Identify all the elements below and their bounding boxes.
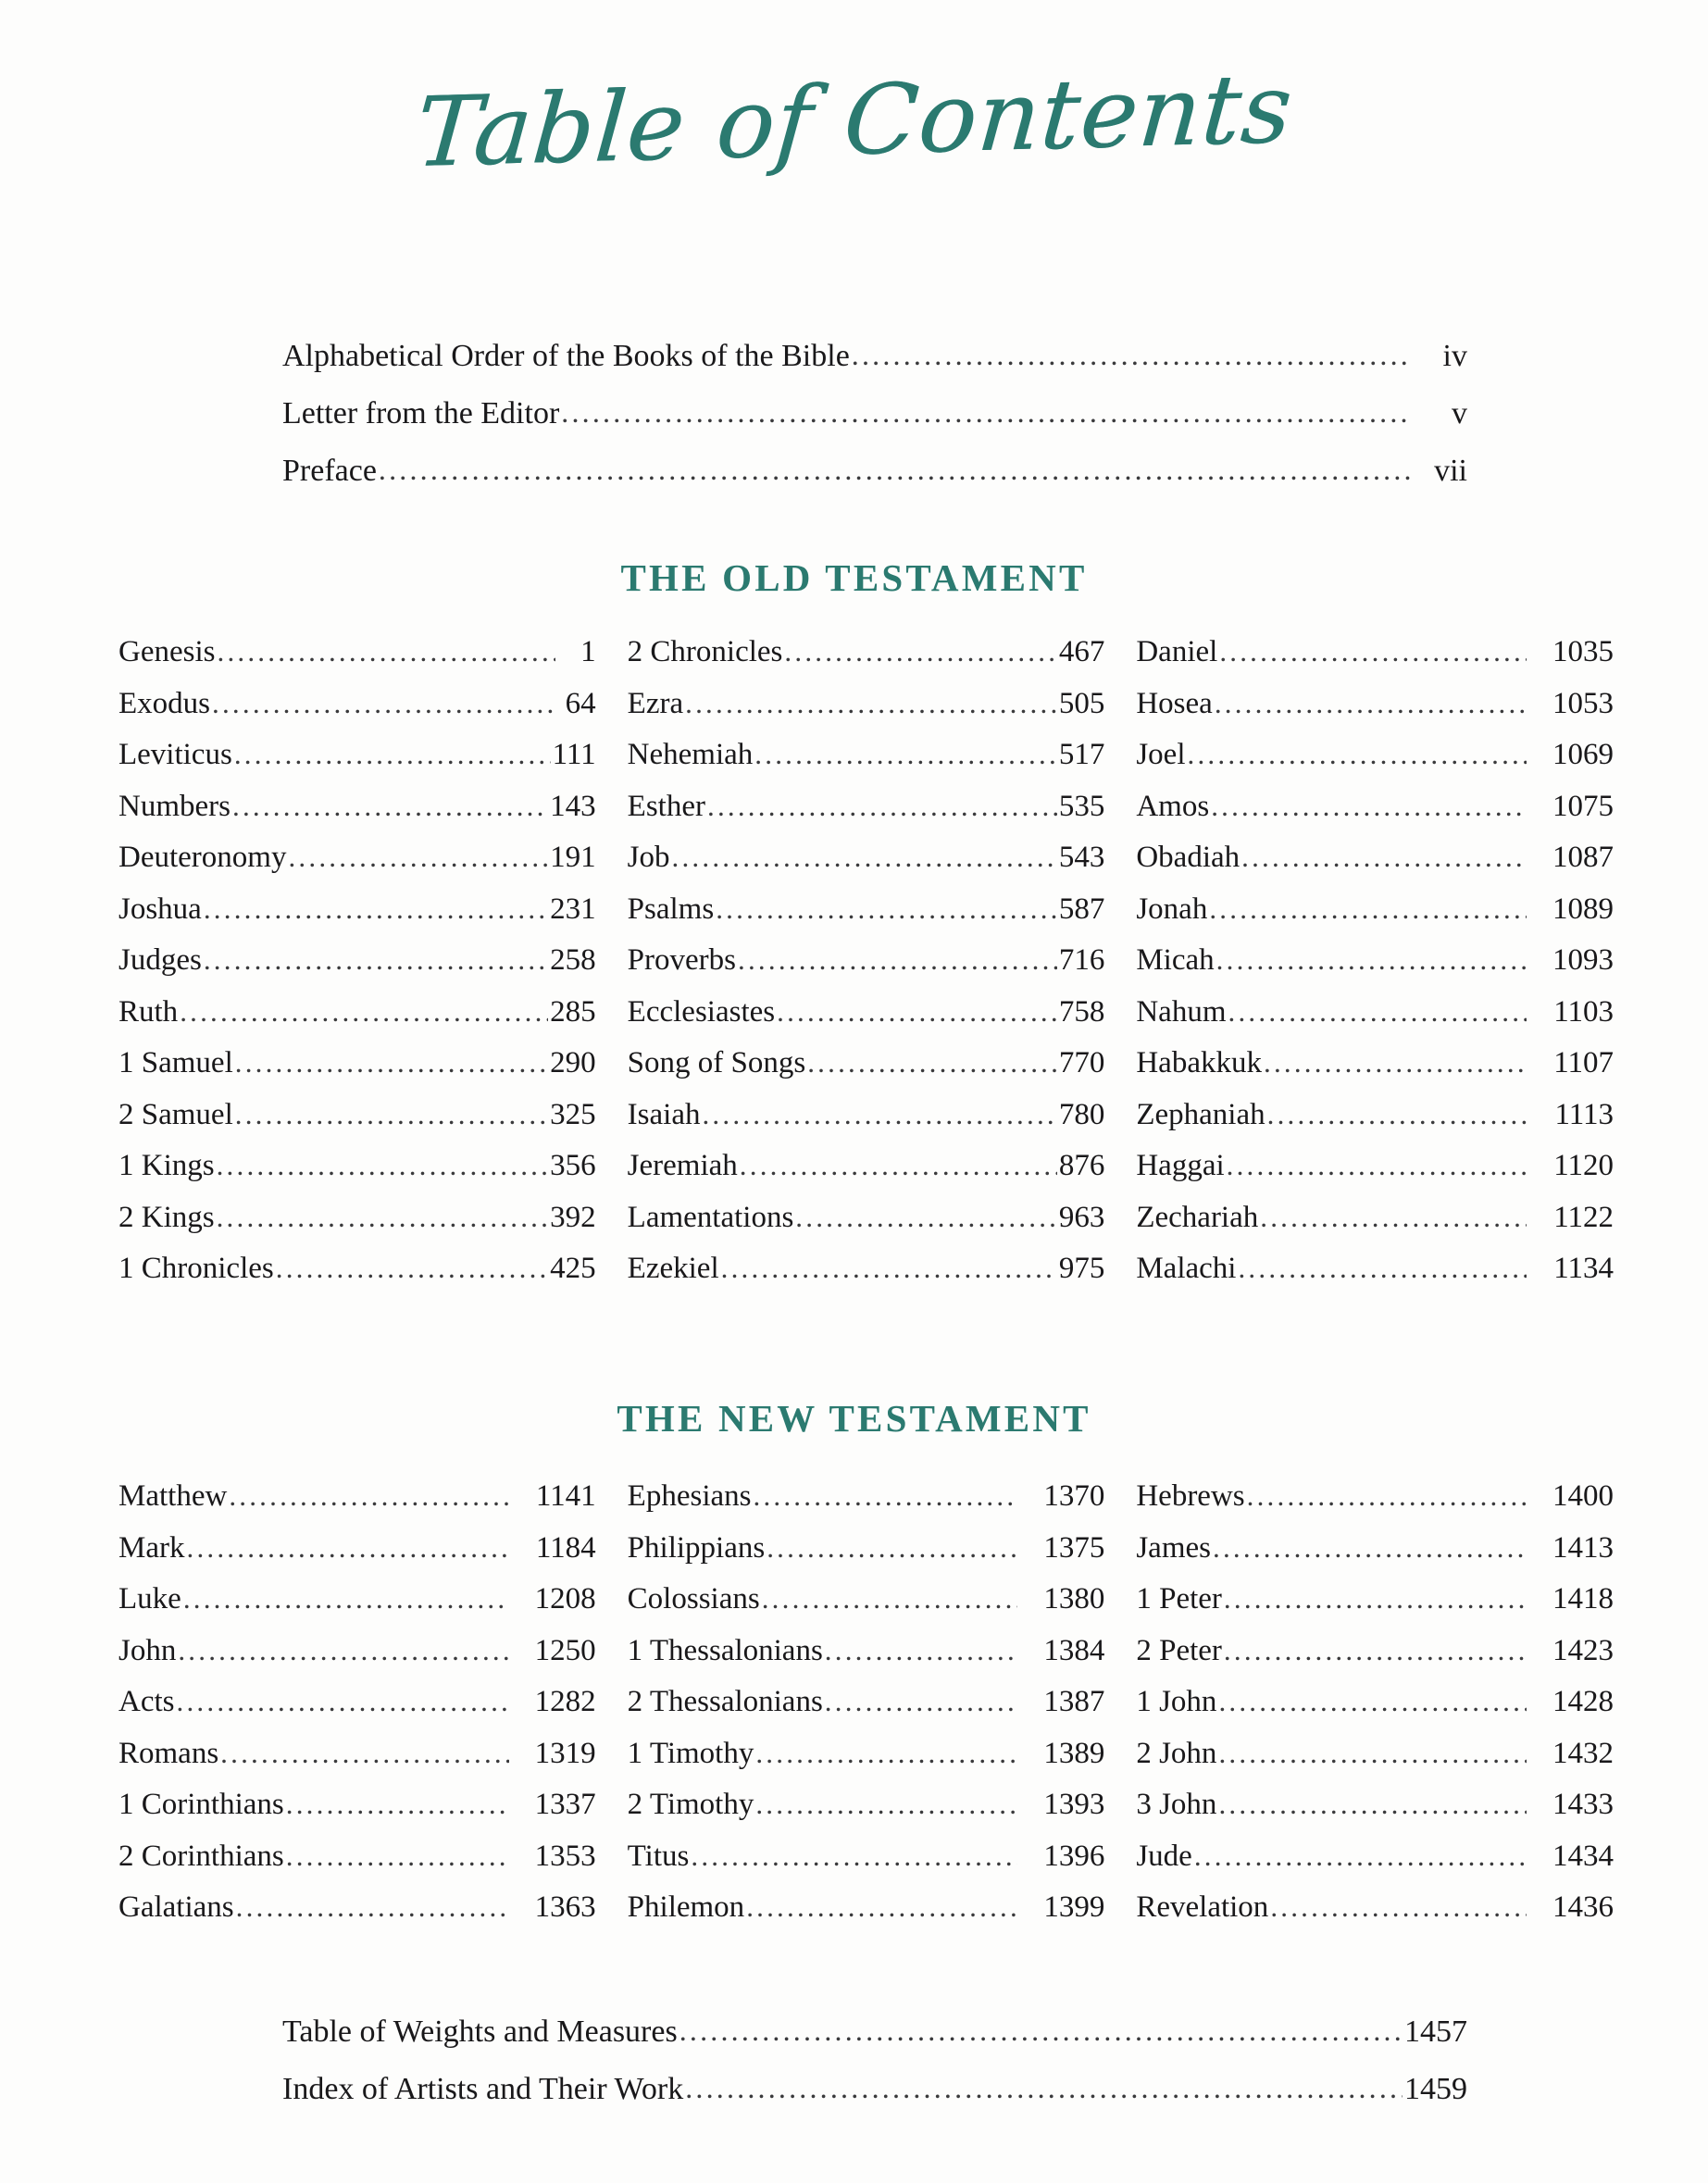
dot-leader bbox=[204, 894, 548, 925]
entry-page-number: 1103 bbox=[1553, 994, 1614, 1029]
entry-label: Hosea bbox=[1136, 686, 1213, 720]
new-testament-book-entry[interactable] bbox=[118, 1481, 596, 1512]
entry-label: 2 Samuel bbox=[118, 1097, 233, 1131]
old-testament-book-entry[interactable] bbox=[628, 842, 1105, 873]
entry-page-number: 1399 bbox=[1043, 1890, 1105, 1924]
old-testament-book-entry[interactable] bbox=[118, 1151, 596, 1181]
dot-leader bbox=[186, 1533, 508, 1564]
dot-leader bbox=[183, 1584, 509, 1615]
new-testament-book-entry[interactable] bbox=[628, 1584, 1105, 1615]
new-testament-book-column bbox=[628, 1481, 1105, 1944]
entry-label: Judges bbox=[118, 943, 202, 977]
new-testament-book-entry[interactable] bbox=[628, 1790, 1105, 1820]
entry-label: Esther bbox=[627, 789, 705, 823]
back-matter-entry[interactable] bbox=[282, 2016, 1467, 2048]
dot-leader bbox=[738, 945, 1057, 976]
entry-page-number: 356 bbox=[550, 1149, 596, 1182]
entry-page-number: 505 bbox=[1058, 686, 1105, 720]
entry-page-number: 1375 bbox=[1043, 1530, 1105, 1565]
old-testament-book-entry[interactable] bbox=[118, 945, 596, 976]
new-testament-book-entry[interactable] bbox=[118, 1687, 596, 1717]
old-testament-book-entry[interactable] bbox=[118, 1097, 596, 1131]
entry-label: Index of Artists and Their Work bbox=[282, 2072, 684, 2106]
entry-label: Zechariah bbox=[1136, 1200, 1259, 1234]
entry-page-number: 258 bbox=[550, 943, 596, 977]
dot-leader bbox=[807, 1048, 1057, 1079]
old-testament-book-entry[interactable] bbox=[1136, 945, 1614, 976]
dot-leader bbox=[825, 1687, 1018, 1717]
new-testament-columns bbox=[118, 1481, 1614, 1944]
entry-page-number: 1053 bbox=[1552, 686, 1614, 720]
dot-leader bbox=[217, 637, 555, 667]
dot-leader bbox=[784, 637, 1056, 667]
dot-leader bbox=[707, 792, 1057, 822]
new-testament-book-entry[interactable] bbox=[1136, 1736, 1614, 1770]
entry-page-number: 535 bbox=[1058, 789, 1105, 823]
entry-label: 3 John bbox=[1136, 1788, 1217, 1821]
dot-leader bbox=[1224, 1584, 1527, 1615]
entry-label: Job bbox=[627, 841, 670, 874]
entry-page-number: 1370 bbox=[1043, 1479, 1105, 1513]
old-testament-book-entry[interactable] bbox=[118, 1048, 596, 1079]
entry-label: Zephaniah bbox=[1136, 1097, 1265, 1131]
entry-page-number: 1089 bbox=[1552, 892, 1614, 926]
dot-leader bbox=[721, 1254, 1057, 1284]
dot-leader bbox=[746, 1892, 1017, 1923]
dot-leader bbox=[561, 398, 1412, 430]
dot-leader bbox=[1218, 1687, 1527, 1717]
new-testament-book-entry[interactable] bbox=[1136, 1841, 1614, 1872]
entry-label: Nahum bbox=[1136, 994, 1227, 1029]
entry-page-number: 1319 bbox=[534, 1736, 596, 1770]
dot-leader bbox=[180, 997, 548, 1028]
dot-leader bbox=[235, 1048, 548, 1079]
entry-label: Obadiah bbox=[1136, 841, 1240, 874]
entry-label: Preface bbox=[282, 454, 377, 488]
old-testament-book-entry[interactable] bbox=[1136, 894, 1614, 925]
entry-label: Revelation bbox=[1136, 1890, 1269, 1924]
old-testament-book-entry[interactable] bbox=[627, 994, 1105, 1029]
entry-label: 1 John bbox=[1136, 1685, 1217, 1718]
entry-page-number: 1363 bbox=[534, 1890, 596, 1924]
old-testament-book-entry[interactable] bbox=[118, 686, 596, 720]
old-testament-book-column bbox=[118, 637, 596, 1305]
new-testament-book-entry[interactable] bbox=[118, 1841, 596, 1872]
entry-label: 1 Corinthians bbox=[118, 1788, 284, 1821]
entry-page-number: 425 bbox=[550, 1252, 596, 1285]
dot-leader bbox=[753, 1481, 1017, 1512]
entry-page-number: 1428 bbox=[1552, 1685, 1614, 1718]
old-testament-book-entry[interactable] bbox=[1136, 1200, 1614, 1234]
dot-leader bbox=[716, 894, 1057, 925]
dot-leader bbox=[754, 740, 1057, 770]
dot-leader bbox=[220, 1739, 509, 1769]
dot-leader bbox=[685, 689, 1057, 719]
dot-leader bbox=[1216, 945, 1527, 976]
old-testament-book-entry[interactable] bbox=[1136, 1097, 1614, 1131]
entry-label: Hebrews bbox=[1136, 1479, 1245, 1513]
dot-leader bbox=[1213, 1533, 1527, 1564]
dot-leader bbox=[1267, 1100, 1527, 1130]
new-testament-book-entry[interactable] bbox=[1136, 1633, 1614, 1667]
entry-page-number: 1093 bbox=[1552, 943, 1614, 977]
entry-page-number: 1353 bbox=[534, 1839, 596, 1873]
old-testament-heading: THE OLD TESTAMENT bbox=[620, 556, 1088, 599]
entry-label: Daniel bbox=[1136, 635, 1218, 668]
entry-page-number: 1384 bbox=[1043, 1633, 1105, 1667]
entry-label: 1 Samuel bbox=[118, 1046, 233, 1079]
old-testament-book-entry[interactable] bbox=[1136, 637, 1614, 667]
entry-page-number: 1393 bbox=[1043, 1788, 1105, 1821]
entry-page-number: 1337 bbox=[534, 1788, 596, 1821]
front-matter-entry[interactable] bbox=[282, 398, 1467, 430]
entry-label: Numbers bbox=[118, 789, 231, 823]
entry-page-number: 191 bbox=[550, 841, 596, 874]
entry-page-number: 543 bbox=[1058, 841, 1105, 874]
entry-label: Alphabetical Order of the Books of the Bible bbox=[282, 339, 850, 373]
entry-page-number: 1380 bbox=[1043, 1582, 1105, 1615]
new-testament-book-entry[interactable] bbox=[118, 1584, 596, 1615]
entry-label: Romans bbox=[118, 1736, 219, 1770]
entry-label: Jude bbox=[1136, 1839, 1192, 1873]
entry-label: 1 Timothy bbox=[627, 1736, 754, 1770]
back-matter-entry[interactable] bbox=[282, 2074, 1467, 2105]
entry-page-number: 975 bbox=[1058, 1252, 1105, 1285]
entry-page-number: 1122 bbox=[1553, 1200, 1614, 1234]
new-testament-book-column bbox=[118, 1481, 596, 1944]
dot-leader bbox=[1238, 1254, 1527, 1284]
old-testament-book-entry[interactable] bbox=[1136, 789, 1614, 823]
entry-label: Philippians bbox=[627, 1530, 766, 1565]
dot-leader bbox=[204, 945, 548, 976]
dot-leader bbox=[212, 689, 555, 719]
entry-page-number: 1436 bbox=[1552, 1890, 1614, 1924]
old-testament-book-entry[interactable] bbox=[118, 789, 596, 823]
front-matter-list bbox=[282, 341, 1467, 513]
entry-label: Proverbs bbox=[627, 943, 736, 977]
dot-leader bbox=[1264, 1048, 1527, 1079]
dot-leader bbox=[777, 997, 1057, 1028]
entry-page-number: 111 bbox=[552, 738, 596, 771]
new-testament-book-entry[interactable] bbox=[628, 1841, 1105, 1872]
entry-label: 1 Chronicles bbox=[118, 1252, 274, 1285]
entry-page-number: 1134 bbox=[1553, 1252, 1614, 1285]
entry-label: Galatians bbox=[118, 1890, 234, 1924]
entry-label: Lamentations bbox=[627, 1200, 794, 1234]
new-testament-book-entry[interactable] bbox=[118, 1736, 596, 1770]
entry-label: Letter from the Editor bbox=[282, 396, 560, 430]
entry-page-number: 285 bbox=[550, 994, 596, 1029]
entry-page-number: 1069 bbox=[1552, 738, 1614, 771]
new-testament-book-entry[interactable] bbox=[1136, 1892, 1614, 1923]
entry-page-number: 1282 bbox=[534, 1685, 596, 1718]
old-testament-book-entry[interactable] bbox=[628, 740, 1105, 770]
entry-page-number: 1113 bbox=[1554, 1097, 1614, 1131]
back-matter-list bbox=[282, 2016, 1467, 2131]
entry-label: Philemon bbox=[627, 1890, 745, 1924]
dot-leader bbox=[672, 842, 1057, 873]
old-testament-book-column bbox=[628, 637, 1105, 1305]
entry-page-number: vii bbox=[1434, 454, 1467, 488]
dot-leader bbox=[740, 1151, 1057, 1181]
dot-leader bbox=[852, 341, 1412, 372]
entry-page-number: 1433 bbox=[1552, 1788, 1614, 1821]
entry-label: Mark bbox=[118, 1530, 185, 1565]
entry-label: 2 Peter bbox=[1136, 1633, 1222, 1667]
dot-leader bbox=[691, 1841, 1017, 1872]
new-testament-book-entry[interactable] bbox=[1136, 1687, 1614, 1717]
dot-leader bbox=[1194, 1841, 1527, 1872]
entry-page-number: 1434 bbox=[1552, 1839, 1614, 1873]
entry-label: Joshua bbox=[118, 892, 202, 926]
dot-leader bbox=[685, 2074, 1403, 2105]
entry-label: Deuteronomy bbox=[118, 841, 287, 874]
entry-page-number: 64 bbox=[565, 686, 596, 720]
old-testament-book-entry[interactable] bbox=[627, 1200, 1105, 1234]
entry-label: Ezekiel bbox=[627, 1252, 719, 1285]
old-testament-book-entry[interactable] bbox=[118, 637, 596, 667]
dot-leader bbox=[1224, 1636, 1527, 1666]
new-testament-book-entry[interactable] bbox=[118, 1790, 596, 1820]
entry-label: Colossians bbox=[627, 1582, 760, 1615]
old-testament-book-entry[interactable] bbox=[628, 945, 1105, 976]
entry-page-number: 876 bbox=[1058, 1149, 1105, 1182]
dot-leader bbox=[755, 1790, 1017, 1820]
entry-label: Leviticus bbox=[118, 738, 232, 771]
old-testament-book-entry[interactable] bbox=[628, 1048, 1105, 1079]
front-matter-entry[interactable] bbox=[282, 455, 1467, 487]
entry-page-number: 1400 bbox=[1552, 1479, 1614, 1513]
dot-leader bbox=[1270, 1892, 1527, 1923]
entry-label: Amos bbox=[1136, 789, 1210, 823]
dot-leader bbox=[702, 1100, 1056, 1130]
new-testament-book-entry[interactable] bbox=[1136, 1584, 1614, 1615]
dot-leader bbox=[1218, 1790, 1527, 1820]
dot-leader bbox=[1241, 842, 1527, 873]
entry-label: Ephesians bbox=[627, 1479, 752, 1513]
entry-label: James bbox=[1136, 1530, 1211, 1565]
old-testament-book-entry[interactable] bbox=[118, 842, 596, 873]
old-testament-book-entry[interactable] bbox=[628, 637, 1105, 667]
entry-label: 2 Kings bbox=[118, 1200, 215, 1234]
dot-leader bbox=[235, 1100, 548, 1130]
dot-leader bbox=[1247, 1481, 1527, 1512]
dot-leader bbox=[217, 1203, 549, 1233]
entry-label: 1 Thessalonians bbox=[627, 1633, 823, 1667]
old-testament-book-entry[interactable] bbox=[628, 1254, 1105, 1284]
entry-page-number: 758 bbox=[1058, 994, 1105, 1029]
dot-leader bbox=[217, 1151, 549, 1181]
entry-label: Exodus bbox=[118, 686, 210, 720]
entry-page-number: 1087 bbox=[1552, 841, 1614, 874]
entry-label: Micah bbox=[1136, 943, 1215, 977]
entry-label: Table of Weights and Measures bbox=[282, 2015, 678, 2049]
dot-leader bbox=[236, 1892, 509, 1923]
dot-leader bbox=[1188, 740, 1527, 770]
entry-page-number: 392 bbox=[550, 1200, 596, 1234]
entry-label: Matthew bbox=[118, 1479, 228, 1513]
entry-page-number: 1120 bbox=[1553, 1149, 1614, 1182]
dot-leader bbox=[825, 1636, 1018, 1666]
old-testament-book-entry[interactable] bbox=[1136, 1254, 1614, 1284]
dot-leader bbox=[276, 1254, 548, 1284]
dot-leader bbox=[1215, 689, 1527, 719]
new-testament-book-entry[interactable] bbox=[627, 1633, 1105, 1667]
new-testament-book-entry[interactable] bbox=[1136, 1530, 1614, 1565]
entry-page-number: 1432 bbox=[1552, 1736, 1614, 1770]
entry-page-number: 770 bbox=[1058, 1046, 1105, 1079]
entry-page-number: 716 bbox=[1058, 943, 1105, 977]
entry-page-number: 1 bbox=[580, 635, 596, 668]
dot-leader bbox=[1211, 792, 1527, 822]
entry-page-number: 1035 bbox=[1552, 635, 1614, 668]
entry-page-number: 467 bbox=[1058, 635, 1105, 668]
entry-page-number: 1418 bbox=[1552, 1582, 1614, 1615]
old-testament-book-entry[interactable] bbox=[628, 1151, 1105, 1181]
entry-label: 2 Chronicles bbox=[627, 635, 783, 668]
entry-label: Joel bbox=[1136, 738, 1186, 771]
entry-label: Song of Songs bbox=[627, 1046, 806, 1079]
entry-label: John bbox=[118, 1633, 177, 1667]
old-testament-book-entry[interactable] bbox=[627, 686, 1105, 720]
entry-page-number: 1184 bbox=[535, 1530, 596, 1565]
entry-page-number: 517 bbox=[1058, 738, 1105, 771]
dot-leader bbox=[679, 2016, 1403, 2048]
old-testament-columns bbox=[118, 637, 1614, 1305]
dot-leader bbox=[232, 792, 548, 822]
old-testament-book-entry[interactable] bbox=[1136, 994, 1614, 1029]
dot-leader bbox=[767, 1533, 1017, 1564]
old-testament-book-entry[interactable] bbox=[1136, 686, 1614, 720]
entry-page-number: 587 bbox=[1058, 892, 1105, 926]
entry-page-number: 1075 bbox=[1552, 789, 1614, 823]
dot-leader bbox=[229, 1481, 508, 1512]
old-testament-book-entry[interactable] bbox=[627, 1097, 1105, 1131]
new-testament-book-entry[interactable] bbox=[627, 1736, 1105, 1770]
entry-page-number: 1389 bbox=[1043, 1736, 1105, 1770]
entry-page-number: 1459 bbox=[1404, 2072, 1467, 2106]
dot-leader bbox=[286, 1841, 509, 1872]
old-testament-book-entry[interactable] bbox=[118, 1254, 596, 1284]
new-testament-book-entry[interactable] bbox=[1136, 1481, 1614, 1512]
old-testament-book-entry[interactable] bbox=[118, 1200, 596, 1234]
entry-page-number: 1107 bbox=[1553, 1046, 1614, 1079]
dot-leader bbox=[234, 740, 551, 770]
entry-page-number: 1423 bbox=[1552, 1633, 1614, 1667]
entry-page-number: 1457 bbox=[1404, 2015, 1467, 2049]
entry-label: 2 Timothy bbox=[627, 1788, 754, 1821]
entry-page-number: iv bbox=[1442, 339, 1467, 373]
entry-page-number: 143 bbox=[550, 789, 596, 823]
old-testament-book-entry[interactable] bbox=[628, 894, 1105, 925]
old-testament-book-entry[interactable] bbox=[1136, 1151, 1614, 1181]
dot-leader bbox=[1227, 1151, 1527, 1181]
entry-page-number: 1208 bbox=[534, 1582, 596, 1615]
entry-label: Jonah bbox=[1136, 892, 1208, 926]
entry-label: 1 Kings bbox=[118, 1149, 215, 1182]
dot-leader bbox=[755, 1739, 1017, 1769]
entry-page-number: 1396 bbox=[1043, 1839, 1105, 1873]
new-testament-book-entry[interactable] bbox=[628, 1481, 1105, 1512]
new-testament-book-entry[interactable] bbox=[118, 1530, 596, 1565]
entry-label: Ruth bbox=[118, 994, 179, 1029]
entry-label: Luke bbox=[118, 1582, 181, 1615]
entry-page-number: v bbox=[1452, 396, 1467, 430]
old-testament-book-entry[interactable] bbox=[1136, 842, 1614, 873]
entry-page-number: 325 bbox=[550, 1097, 596, 1131]
dot-leader bbox=[288, 842, 548, 873]
front-matter-entry[interactable] bbox=[282, 341, 1467, 372]
entry-label: Nehemiah bbox=[627, 738, 754, 771]
entry-label: Ezra bbox=[627, 686, 684, 720]
dot-leader bbox=[286, 1790, 509, 1820]
entry-label: Titus bbox=[627, 1839, 690, 1873]
entry-page-number: 1413 bbox=[1552, 1530, 1614, 1565]
entry-label: Psalms bbox=[627, 892, 715, 926]
old-testament-book-entry[interactable] bbox=[118, 994, 596, 1029]
entry-label: Haggai bbox=[1136, 1149, 1225, 1182]
old-testament-book-entry[interactable] bbox=[1136, 1048, 1614, 1079]
entry-label: Genesis bbox=[118, 635, 216, 668]
entry-label: 2 Corinthians bbox=[118, 1839, 284, 1873]
dot-leader bbox=[1218, 1739, 1527, 1769]
dot-leader bbox=[762, 1584, 1018, 1615]
entry-label: 2 John bbox=[1136, 1736, 1217, 1770]
entry-page-number: 780 bbox=[1058, 1097, 1105, 1131]
entry-label: Acts bbox=[118, 1685, 175, 1718]
new-testament-book-entry[interactable] bbox=[628, 1687, 1105, 1717]
old-testament-book-column bbox=[1136, 637, 1614, 1305]
dot-leader bbox=[1219, 637, 1527, 667]
new-testament-book-column bbox=[1136, 1481, 1614, 1944]
entry-label: Jeremiah bbox=[627, 1149, 738, 1182]
entry-label: 1 Peter bbox=[1136, 1582, 1222, 1615]
entry-label: Ecclesiastes bbox=[627, 994, 776, 1029]
dot-leader bbox=[1260, 1203, 1527, 1233]
new-testament-heading: THE NEW TESTAMENT bbox=[617, 1397, 1091, 1440]
new-testament-book-entry[interactable] bbox=[1136, 1790, 1614, 1820]
entry-page-number: 290 bbox=[550, 1046, 596, 1079]
entry-label: Isaiah bbox=[627, 1097, 701, 1131]
dot-leader bbox=[178, 1636, 508, 1666]
entry-page-number: 231 bbox=[550, 892, 596, 926]
entry-label: Malachi bbox=[1136, 1252, 1237, 1285]
dot-leader bbox=[1209, 894, 1527, 925]
dot-leader bbox=[1228, 997, 1527, 1028]
old-testament-book-entry[interactable] bbox=[118, 740, 596, 770]
dot-leader bbox=[379, 455, 1412, 487]
new-testament-book-entry[interactable] bbox=[628, 1892, 1105, 1923]
entry-page-number: 963 bbox=[1058, 1200, 1105, 1234]
entry-page-number: 1387 bbox=[1043, 1685, 1105, 1718]
dot-leader bbox=[177, 1687, 509, 1717]
entry-page-number: 1141 bbox=[535, 1479, 596, 1513]
entry-label: Habakkuk bbox=[1136, 1046, 1262, 1079]
page-title: Table of Contents bbox=[411, 51, 1297, 190]
entry-page-number: 1250 bbox=[534, 1633, 596, 1667]
old-testament-book-entry[interactable] bbox=[627, 789, 1105, 823]
new-testament-book-entry[interactable] bbox=[627, 1530, 1105, 1565]
page-title-container bbox=[0, 51, 1708, 190]
old-testament-book-entry[interactable] bbox=[118, 894, 596, 925]
entry-label: 2 Thessalonians bbox=[627, 1685, 823, 1718]
old-testament-book-entry[interactable] bbox=[1136, 740, 1614, 770]
new-testament-book-entry[interactable] bbox=[118, 1892, 596, 1923]
new-testament-book-entry[interactable] bbox=[118, 1633, 596, 1667]
dot-leader bbox=[795, 1203, 1057, 1233]
